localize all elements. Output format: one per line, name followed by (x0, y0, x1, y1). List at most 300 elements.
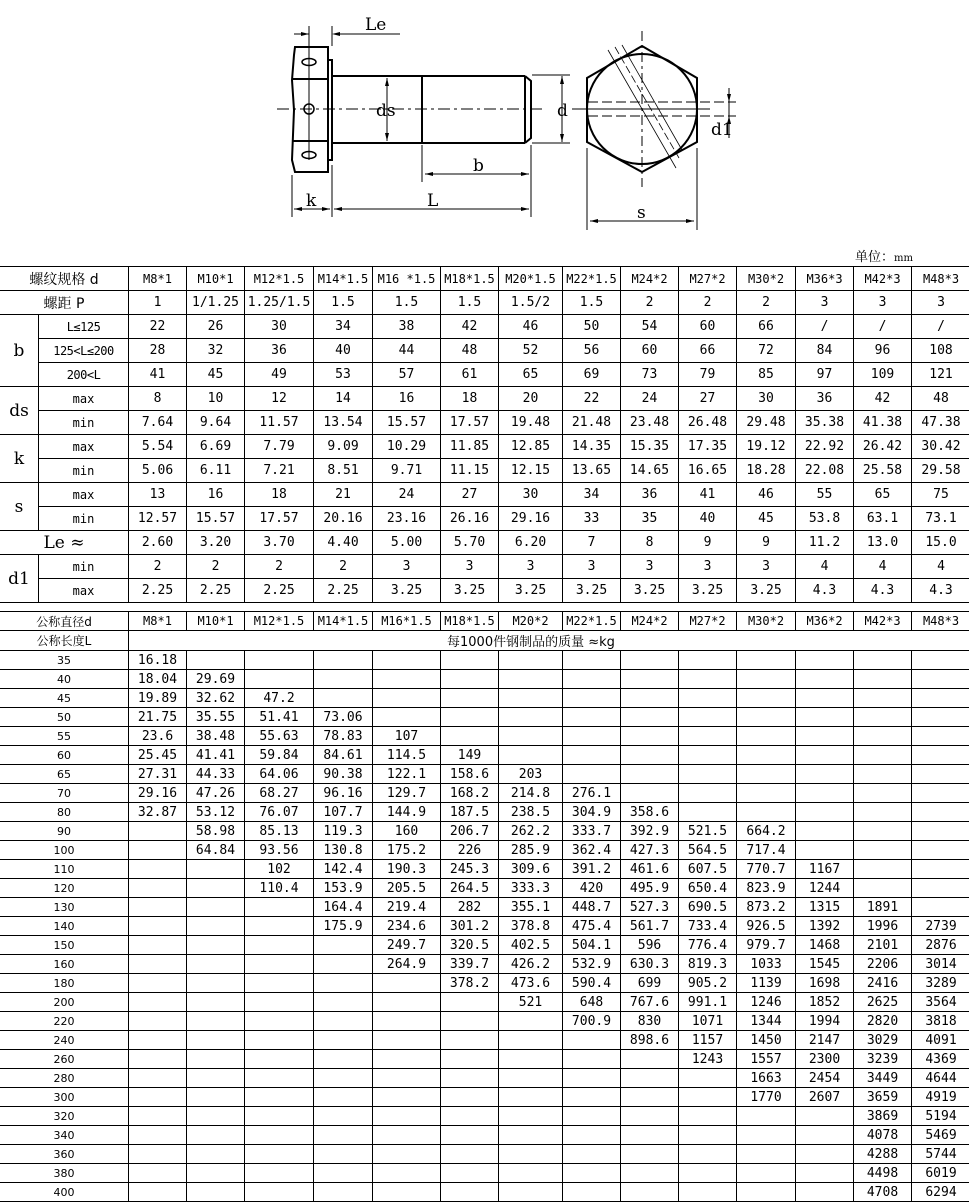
s-value: 29.16 (499, 507, 563, 531)
mass-value: 333.3 (499, 879, 563, 898)
mass-value (854, 765, 912, 784)
mass-value: 521.5 (679, 822, 737, 841)
mass-value (245, 1126, 314, 1145)
mass-caption: 每1000件钢制品的质量 ≈kg (129, 631, 969, 651)
d1-value: 4.3 (796, 579, 854, 603)
mass-value (373, 1126, 441, 1145)
mass-value: 5194 (912, 1107, 969, 1126)
mass-value (912, 746, 969, 765)
mass-value (796, 1107, 854, 1126)
mass-value (737, 1126, 796, 1145)
mass-value: 6019 (912, 1164, 969, 1183)
k-sub-label: min (39, 459, 129, 483)
mass-value (129, 1088, 187, 1107)
k-value: 5.54 (129, 435, 187, 459)
k-value: 9.71 (373, 459, 441, 483)
b-value: 30 (245, 315, 314, 339)
mass-value: 1557 (737, 1050, 796, 1069)
mass-value (563, 1050, 621, 1069)
b-value: 56 (563, 339, 621, 363)
mass-value (187, 860, 245, 879)
k-value: 19.12 (737, 435, 796, 459)
mass-value: 2416 (854, 974, 912, 993)
pitch-value: 1.25/1.5 (245, 291, 314, 315)
mass-value (441, 689, 499, 708)
k-value: 8.51 (314, 459, 373, 483)
mass-value: 19.89 (129, 689, 187, 708)
table-row (0, 1164, 969, 1183)
mass-value (441, 708, 499, 727)
k-sub-label: max (39, 435, 129, 459)
ds-value: 7.64 (129, 411, 187, 435)
mass-value (563, 765, 621, 784)
mass-value: 1167 (796, 860, 854, 879)
mass-value: 979.7 (737, 936, 796, 955)
mass-value: 238.5 (499, 803, 563, 822)
le-value: 6.20 (499, 531, 563, 555)
mass-value (187, 974, 245, 993)
column-header: M18*1.5 (441, 612, 499, 631)
s-value: 46 (737, 483, 796, 507)
mass-value: 219.4 (373, 898, 441, 917)
s-value: 13 (129, 483, 187, 507)
mass-value: 776.4 (679, 936, 737, 955)
mass-value (245, 1107, 314, 1126)
table-row (0, 879, 969, 898)
d1-row (0, 579, 969, 603)
d1-value: 3.25 (563, 579, 621, 603)
label-d: d (557, 101, 568, 121)
mass-value (373, 1012, 441, 1031)
b-value: 108 (912, 339, 969, 363)
spec-header-row (0, 267, 969, 291)
mass-value: 905.2 (679, 974, 737, 993)
ds-value: 41.38 (854, 411, 912, 435)
length-value: 110 (0, 860, 129, 879)
mass-value: 130.8 (314, 841, 373, 860)
ds-value: 27 (679, 387, 737, 411)
b-sub-label: 125<L≤200 (39, 339, 129, 363)
mass-value (441, 1012, 499, 1031)
table-row (0, 993, 969, 1012)
mass-value: 358.6 (621, 803, 679, 822)
mass-value (499, 670, 563, 689)
mass-value (499, 1088, 563, 1107)
mass-value: 504.1 (563, 936, 621, 955)
mass-value: 1468 (796, 936, 854, 955)
label-le: Le (365, 15, 386, 35)
b-value: 121 (912, 363, 969, 387)
mass-value: 102 (245, 860, 314, 879)
k-value: 26.42 (854, 435, 912, 459)
mass-value (129, 1145, 187, 1164)
mass-value: 264.9 (373, 955, 441, 974)
le-value: 5.70 (441, 531, 499, 555)
mass-value (129, 936, 187, 955)
label-ds: ds (376, 101, 396, 121)
s-value: 17.57 (245, 507, 314, 531)
mass-value (314, 993, 373, 1012)
mass-value: 630.3 (621, 955, 679, 974)
mass-value (373, 1069, 441, 1088)
length-value: 160 (0, 955, 129, 974)
mass-value: 1246 (737, 993, 796, 1012)
mass-value (563, 1031, 621, 1050)
mass-value (187, 1031, 245, 1050)
mass-value: 175.9 (314, 917, 373, 936)
length-value: 100 (0, 841, 129, 860)
column-header: M20*1.5 (499, 267, 563, 291)
table-row (0, 898, 969, 917)
mass-value (373, 1088, 441, 1107)
mass-value: 3239 (854, 1050, 912, 1069)
mass-value (441, 670, 499, 689)
mass-value: 427.3 (621, 841, 679, 860)
pitch-value: 1.5 (563, 291, 621, 315)
mass-value: 32.62 (187, 689, 245, 708)
mass-value: 898.6 (621, 1031, 679, 1050)
mass-value: 564.5 (679, 841, 737, 860)
mass-value (621, 1126, 679, 1145)
b-value: 96 (854, 339, 912, 363)
mass-value: 142.4 (314, 860, 373, 879)
pitch-value: 1/1.25 (187, 291, 245, 315)
mass-value (314, 1126, 373, 1145)
mass-value (796, 822, 854, 841)
k-value: 7.21 (245, 459, 314, 483)
table-row (0, 727, 969, 746)
le-value: 4.40 (314, 531, 373, 555)
mass-value: 85.13 (245, 822, 314, 841)
mass-value (129, 860, 187, 879)
b-value: 22 (129, 315, 187, 339)
table-row (0, 708, 969, 727)
le-value: 9 (737, 531, 796, 555)
length-value: 380 (0, 1164, 129, 1183)
length-value: 150 (0, 936, 129, 955)
mass-value (796, 651, 854, 670)
mass-value: 2454 (796, 1069, 854, 1088)
ds-param-label: ds (0, 387, 39, 435)
mass-value (621, 1107, 679, 1126)
mass-value: 873.2 (737, 898, 796, 917)
d1-value: 3.25 (499, 579, 563, 603)
column-header: M42*3 (854, 267, 912, 291)
mass-value: 355.1 (499, 898, 563, 917)
mass-value (563, 1145, 621, 1164)
mass-value: 1994 (796, 1012, 854, 1031)
mass-value (679, 689, 737, 708)
mass-value: 690.5 (679, 898, 737, 917)
mass-value: 93.56 (245, 841, 314, 860)
mass-value (187, 1126, 245, 1145)
column-header: M12*1.5 (245, 267, 314, 291)
mass-value: 475.4 (563, 917, 621, 936)
mass-value: 32.87 (129, 803, 187, 822)
column-header: M48*3 (912, 612, 969, 631)
b-sub-label: 200<L (39, 363, 129, 387)
b-value: 60 (621, 339, 679, 363)
k-param-label: k (0, 435, 39, 483)
mass-value (796, 1164, 854, 1183)
mass-value (796, 727, 854, 746)
mass-table (0, 611, 969, 1202)
d1-value: 2.25 (129, 579, 187, 603)
mass-value (854, 708, 912, 727)
b-value: 73 (621, 363, 679, 387)
mass-value: 282 (441, 898, 499, 917)
mass-value (621, 1050, 679, 1069)
mass-value (187, 879, 245, 898)
mass-value (912, 803, 969, 822)
mass-value: 1663 (737, 1069, 796, 1088)
length-value: 400 (0, 1183, 129, 1202)
unit-label: 单位： (855, 250, 894, 265)
mass-value: 461.6 (621, 860, 679, 879)
mass-value (373, 1031, 441, 1050)
mass-value (854, 841, 912, 860)
d1-value: 3 (441, 555, 499, 579)
ds-value: 30 (737, 387, 796, 411)
mass-value: 18.04 (129, 670, 187, 689)
mass-value (679, 1107, 737, 1126)
mass-value (314, 1183, 373, 1202)
ds-value: 12 (245, 387, 314, 411)
le-value: 11.2 (796, 531, 854, 555)
table-row (0, 1126, 969, 1145)
mass-value (854, 879, 912, 898)
b-value: 36 (245, 339, 314, 363)
mass-value: 473.6 (499, 974, 563, 993)
s-sub-label: max (39, 483, 129, 507)
mass-value (854, 670, 912, 689)
mass-value: 2206 (854, 955, 912, 974)
mass-value (621, 1069, 679, 1088)
mass-value (373, 708, 441, 727)
mass-value (314, 1088, 373, 1107)
k-value: 11.85 (441, 435, 499, 459)
d1-value: 2.25 (187, 579, 245, 603)
d1-value: 3 (679, 555, 737, 579)
length-value: 55 (0, 727, 129, 746)
length-value: 200 (0, 993, 129, 1012)
mass-value (912, 727, 969, 746)
mass-value: 309.6 (499, 860, 563, 879)
d1-value: 2 (187, 555, 245, 579)
mass-value: 44.33 (187, 765, 245, 784)
s-value: 75 (912, 483, 969, 507)
mass-value (499, 1126, 563, 1145)
s-row (0, 507, 969, 531)
mass-value (912, 651, 969, 670)
label-s: s (637, 203, 646, 223)
mass-value: 2876 (912, 936, 969, 955)
mass-value (245, 1050, 314, 1069)
mass-value: 1315 (796, 898, 854, 917)
table-row (0, 1145, 969, 1164)
mass-value: 495.9 (621, 879, 679, 898)
d1-value: 4 (796, 555, 854, 579)
mass-value (679, 727, 737, 746)
b-value: 42 (441, 315, 499, 339)
mass-value: 27.31 (129, 765, 187, 784)
mass-value (621, 746, 679, 765)
d1-value: 4 (912, 555, 969, 579)
table-row (0, 936, 969, 955)
mass-value (314, 955, 373, 974)
ds-value: 36 (796, 387, 854, 411)
mass-value (796, 670, 854, 689)
s-value: 63.1 (854, 507, 912, 531)
b-row (0, 315, 969, 339)
mass-value: 664.2 (737, 822, 796, 841)
ds-value: 26.48 (679, 411, 737, 435)
column-header: M30*2 (737, 267, 796, 291)
mass-value (314, 1145, 373, 1164)
mass-value: 304.9 (563, 803, 621, 822)
le-value: 5.00 (373, 531, 441, 555)
mass-value (245, 1012, 314, 1031)
mass-value (314, 936, 373, 955)
mass-value (373, 1183, 441, 1202)
d1-sub-label: max (39, 579, 129, 603)
table-row (0, 670, 969, 689)
mass-value: 770.7 (737, 860, 796, 879)
table-row (0, 955, 969, 974)
mass-value (373, 651, 441, 670)
mass-value (129, 879, 187, 898)
mass-value: 650.4 (679, 879, 737, 898)
mass-value (621, 784, 679, 803)
column-header: M27*2 (679, 267, 737, 291)
mass-value (441, 651, 499, 670)
mass-value: 1698 (796, 974, 854, 993)
k-value: 22.92 (796, 435, 854, 459)
mass-value: 1157 (679, 1031, 737, 1050)
table-row (0, 746, 969, 765)
column-header: M20*2 (499, 612, 563, 631)
mass-value (187, 1088, 245, 1107)
table-row (0, 765, 969, 784)
mass-value: 5469 (912, 1126, 969, 1145)
d1-value: 2.25 (314, 579, 373, 603)
mass-value (679, 746, 737, 765)
ds-sub-label: max (39, 387, 129, 411)
ds-value: 22 (563, 387, 621, 411)
table-row (0, 803, 969, 822)
s-value: 53.8 (796, 507, 854, 531)
mass-value (679, 1069, 737, 1088)
table-row (0, 1069, 969, 1088)
mass-value (373, 1107, 441, 1126)
mass-value (373, 1145, 441, 1164)
mass-value (679, 670, 737, 689)
ds-value: 24 (621, 387, 679, 411)
mass-value: 4369 (912, 1050, 969, 1069)
s-value: 26.16 (441, 507, 499, 531)
mass-value: 187.5 (441, 803, 499, 822)
mass-value: 1891 (854, 898, 912, 917)
table-row (0, 974, 969, 993)
s-value: 15.57 (187, 507, 245, 531)
mass-value (854, 822, 912, 841)
mass-value (245, 993, 314, 1012)
mass-value (563, 651, 621, 670)
thread-spec-label: 螺纹规格 d (0, 267, 129, 291)
b-value: 65 (499, 363, 563, 387)
mass-value: 214.8 (499, 784, 563, 803)
mass-value: 339.7 (441, 955, 499, 974)
mass-value: 78.83 (314, 727, 373, 746)
ds-value: 21.48 (563, 411, 621, 435)
mass-value (679, 708, 737, 727)
length-value: 280 (0, 1069, 129, 1088)
mass-value: 532.9 (563, 955, 621, 974)
mass-value (796, 1145, 854, 1164)
mass-value (129, 898, 187, 917)
mass-value (129, 974, 187, 993)
mass-value: 226 (441, 841, 499, 860)
nominal-length-label: 公称长度L (0, 631, 129, 651)
label-d1: d1 (711, 120, 733, 140)
mass-value: 107.7 (314, 803, 373, 822)
mass-value: 64.06 (245, 765, 314, 784)
table-row (0, 784, 969, 803)
ds-value: 14 (314, 387, 373, 411)
length-value: 40 (0, 670, 129, 689)
column-header: M48*3 (912, 267, 969, 291)
b-value: 72 (737, 339, 796, 363)
mass-value: 2300 (796, 1050, 854, 1069)
mass-value (441, 1164, 499, 1183)
table-row (0, 1183, 969, 1202)
mass-value (314, 1012, 373, 1031)
column-header: M36*2 (796, 612, 854, 631)
b-value: 46 (499, 315, 563, 339)
mass-value: 648 (563, 993, 621, 1012)
mass-value (563, 689, 621, 708)
length-value: 180 (0, 974, 129, 993)
s-value: 35 (621, 507, 679, 531)
mass-value (499, 1012, 563, 1031)
mass-value: 245.3 (441, 860, 499, 879)
length-value: 80 (0, 803, 129, 822)
mass-value: 76.07 (245, 803, 314, 822)
d1-value: 3.25 (737, 579, 796, 603)
d1-sub-label: min (39, 555, 129, 579)
pitch-value: 2 (621, 291, 679, 315)
k-value: 15.35 (621, 435, 679, 459)
d1-value: 3.25 (373, 579, 441, 603)
mass-value (129, 993, 187, 1012)
mass-value: 1244 (796, 879, 854, 898)
column-header: M27*2 (679, 612, 737, 631)
mass-value (679, 803, 737, 822)
d1-value: 4 (854, 555, 912, 579)
mass-value (737, 803, 796, 822)
mass-value: 2820 (854, 1012, 912, 1031)
mass-value: 362.4 (563, 841, 621, 860)
mass-value: 4498 (854, 1164, 912, 1183)
mass-value (621, 1164, 679, 1183)
length-value: 260 (0, 1050, 129, 1069)
mass-value (314, 1050, 373, 1069)
mass-value (187, 1145, 245, 1164)
k-value: 13.65 (563, 459, 621, 483)
column-header: M10*1 (187, 612, 245, 631)
mass-value: 607.5 (679, 860, 737, 879)
length-value: 70 (0, 784, 129, 803)
